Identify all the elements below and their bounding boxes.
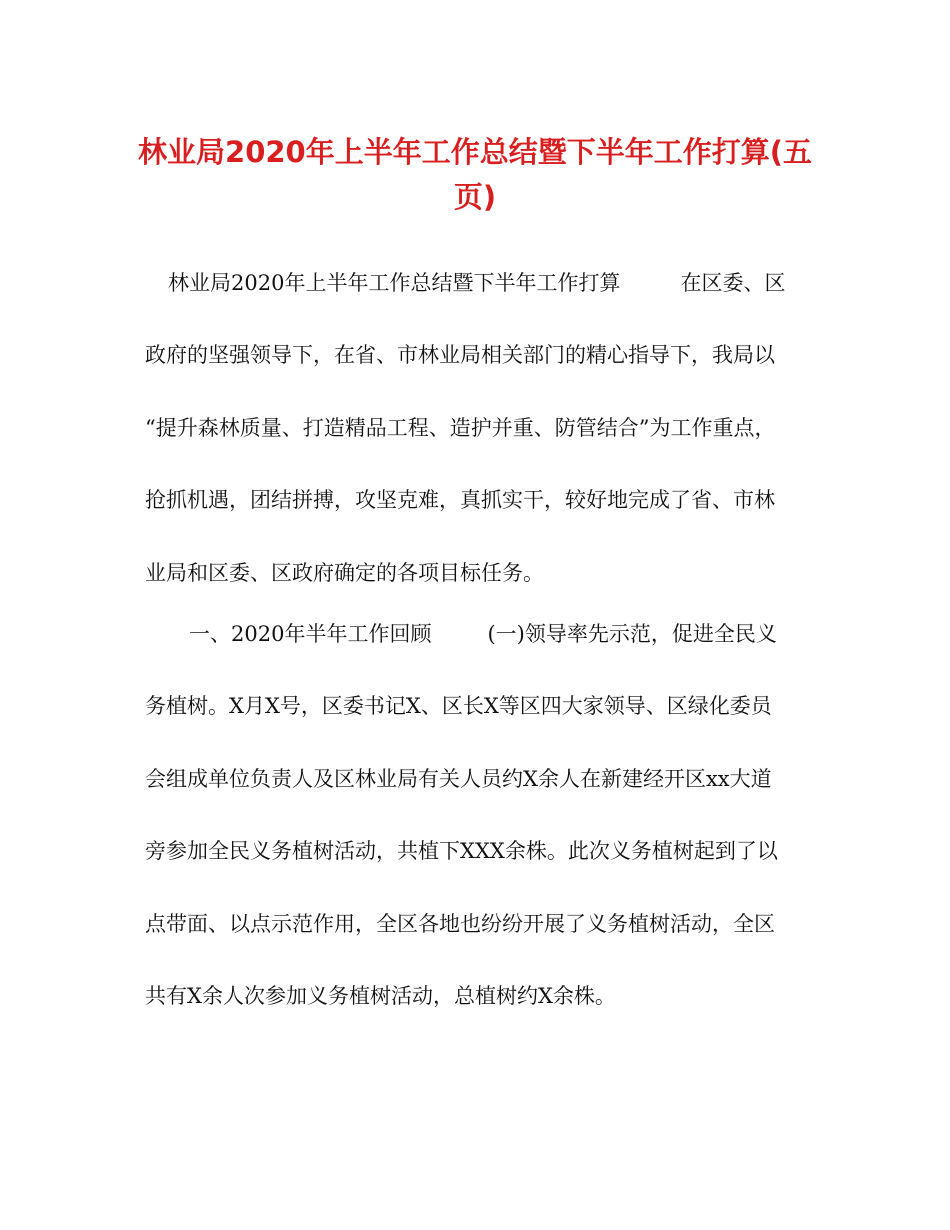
document-title-line-1: 林业局2020年上半年工作总结暨下半年工作打算(五 bbox=[138, 135, 812, 169]
paragraph-1-line-1-text: 在区委、区 bbox=[680, 271, 786, 295]
paragraph-1-line-3: “提升森林质量、打造精品工程、造护并重、防管结合”为工作重点， bbox=[145, 416, 776, 440]
paragraph-2-line-4: 旁参加全民义务植树活动，共植下XXX余株。此次义务植树起到了以 bbox=[145, 839, 778, 863]
paragraph-2-line-1 bbox=[189, 624, 777, 645]
paragraph-2-line-3: 会组成单位负责人及区林业局有关人员约X余人在新建经开区xx大道 bbox=[145, 767, 772, 791]
paragraph-1-line-1 bbox=[168, 273, 785, 294]
paragraph-2-line-2: 务植树。X月X号，区委书记X、区长X等区四大家领导、区绿化委员 bbox=[145, 694, 772, 718]
document-title-line-2: 页) bbox=[453, 180, 497, 214]
paragraph-1-line-5: 业局和区委、区政府确定的各项目标任务。 bbox=[145, 561, 544, 585]
paragraph-2-line-1-text: (一)领导率先示范，促进全民义 bbox=[487, 622, 777, 646]
paragraph-2-line-1-heading: 一、2020年半年工作回顾 bbox=[189, 622, 432, 646]
paragraph-1-line-4: 抢抓机遇，团结拼搏，攻坚克难，真抓实干，较好地完成了省、市林 bbox=[145, 488, 775, 512]
paragraph-1-line-2: 政府的坚强领导下，在省、市林业局相关部门的精心指导下，我局以 bbox=[145, 343, 775, 367]
paragraph-2-line-5: 点带面、以点示范作用，全区各地也纷纷开展了义务植树活动，全区 bbox=[145, 912, 775, 936]
paragraph-1-line-1-heading: 林业局2020年上半年工作总结暨下半年工作打算 bbox=[168, 271, 621, 295]
paragraph-2-line-6: 共有X余人次参加义务植树活动，总植树约X余株。 bbox=[145, 984, 616, 1008]
